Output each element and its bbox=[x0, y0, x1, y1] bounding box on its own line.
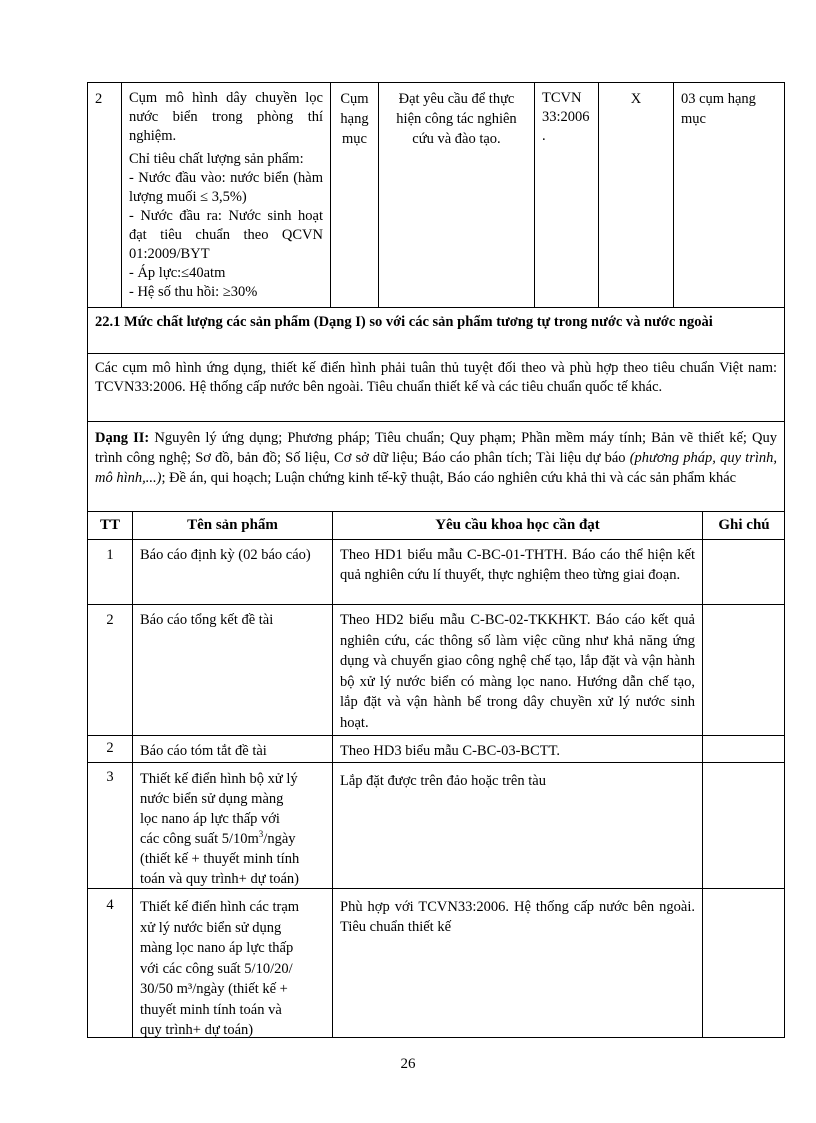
header-product-name: Tên sản phẩm bbox=[187, 517, 278, 533]
table-row-tt: 1 bbox=[106, 547, 114, 563]
table-row-note bbox=[703, 738, 785, 744]
dang2-description bbox=[88, 425, 784, 491]
table-row-name: Báo cáo tổng kết đề tài bbox=[140, 612, 274, 628]
table-row-tt: 2 bbox=[106, 612, 114, 628]
table-row-requirement: Theo HD1 biểu mẫu C-BC-01-THTH. Báo cáo thể hiện kết quả nghiên cứu lí thuyết, thực nghiệm theo từng giai đoạn. bbox=[340, 547, 695, 583]
quality-line: - Nước đầu vào: nước biển (hàm lượng muối ≤ 3,5%) bbox=[129, 170, 323, 205]
divider bbox=[702, 511, 703, 1038]
table-row-requirement: Phù hợp với TCVN33:2006. Hệ thống cấp nước bên ngoài. Tiêu chuẩn thiết kế bbox=[340, 899, 695, 935]
quality-line: - Hệ số thu hồi: ≥30% bbox=[129, 284, 258, 300]
table-row-tt: 4 bbox=[106, 897, 114, 913]
table-row-tt: 2 bbox=[106, 740, 114, 756]
divider bbox=[87, 353, 785, 354]
table-row-requirement: Theo HD3 biểu mẫu C-BC-03-BCTT. bbox=[340, 743, 561, 759]
section-body: Các cụm mô hình ứng dụng, thiết kế điển hình phải tuân thủ tuyệt đối theo và phù hợp theo tiêu chuẩn Việt nam: TCVN33:2006. Hệ thống cấp nước bên ngoài. Tiêu chuẩn thiết kế và các tiêu chuẩn quốc tế khác. bbox=[95, 360, 777, 395]
page-number: 26 bbox=[400, 1056, 416, 1072]
quality-line: Chỉ tiêu chất lượng sản phẩm: bbox=[129, 151, 304, 167]
header-tt: TT bbox=[99, 517, 120, 533]
header-requirement: Yêu cầu khoa học cần đạt bbox=[435, 517, 600, 533]
dang2-label: Dạng II: bbox=[95, 430, 150, 446]
table-row-note bbox=[703, 768, 785, 774]
product-name: Cụm mô hình dây chuyền lọc nước biển trong phòng thí nghiệm. bbox=[129, 90, 323, 144]
product-name-cell bbox=[122, 86, 330, 305]
quality-line: - Nước đầu ra: Nước sinh hoạt đạt tiêu chuẩn theo QCVN 01:2009/BYT bbox=[129, 208, 323, 262]
header-note: Ghi chú bbox=[718, 517, 770, 533]
divider bbox=[87, 604, 785, 605]
divider bbox=[598, 82, 599, 307]
table-row-note bbox=[703, 542, 785, 548]
table-row-requirement: Lắp đặt được trên đảo hoặc trên tàu bbox=[340, 773, 546, 789]
quality-line: - Áp lực:≤40atm bbox=[129, 265, 226, 281]
dang2-text: ; Đề án, qui hoạch; Luận chứng kinh tế-kỹ thuật, Báo cáo nghiên cứu khả thi và các sản phẩm khác bbox=[161, 470, 737, 486]
row-number: 2 bbox=[95, 91, 103, 107]
table-row-tt: 3 bbox=[106, 769, 114, 785]
quantity-cell: 03 cụm hạng mục bbox=[681, 91, 756, 127]
table-row-name: Báo cáo tóm tắt đề tài bbox=[140, 743, 267, 759]
table-row-name: Thiết kế điển hình các trạm xử lý nước biển sử dụng màng lọc nano áp lực thấp với các công suất 5/10/20/ 30/50 m³/ngày (thiết kế + thuyết minh tính toán và quy trình+ dự toán) bbox=[140, 899, 300, 1038]
standard-cell: TCVN 33:2006 . bbox=[542, 90, 590, 144]
name-text: Thiết kế điển hình bộ xử lý nước biển sử dụng màng lọc nano áp lực thấp với các công suất 5/10m bbox=[140, 771, 298, 847]
table-row-name: Báo cáo định kỳ (02 báo cáo) bbox=[140, 547, 311, 563]
mark-cell: X bbox=[630, 91, 642, 107]
dang2-text: Nguyên lý ứng dụng; Phương pháp; Tiêu chuẩn; Quy phạm; Phần mềm máy tính; Bản vẽ thiết kế; Quy trình công nghệ; Sơ đồ, bản đồ; Số liệu, Cơ sở dữ liệu; Báo cáo phân tích; Tài liệu dự báo bbox=[95, 430, 777, 466]
table-row-note bbox=[703, 894, 785, 900]
requirement-cell: Đạt yêu cầu để thực hiện công tác nghiên cứu và đào tạo. bbox=[396, 91, 517, 147]
table-row-requirement: Theo HD2 biểu mẫu C-BC-02-TKKHKT. Báo cáo kết quả nghiên cứu, các thông số làm việc cũng như khả năng ứng dụng và chuyển giao công nghệ chế tạo, lắp đặt và vận hành bộ xử lý nước biển có màng lọc nano. Hướng dẫn chế tạo, lắp đặt và vận hành bể trong dây chuyền xử lý nước sinh hoạt. bbox=[340, 612, 695, 731]
dang2-italic: (phương pháp, quy trình, mô hình,...) bbox=[95, 450, 777, 486]
superscript: 3 bbox=[258, 829, 264, 840]
unit-cell: Cụm hạng mục bbox=[340, 91, 369, 147]
section-heading: 22.1 Mức chất lượng các sản phẩm (Dạng I) so với các sản phẩm tương tự trong nước và nước ngoài bbox=[95, 314, 713, 330]
name-text: /ngày (thiết kế + thuyết minh tính toán và quy trình+ dự toán) bbox=[140, 831, 300, 887]
divider bbox=[87, 539, 785, 540]
table-row-name bbox=[133, 766, 309, 892]
table-row-note bbox=[703, 607, 785, 613]
